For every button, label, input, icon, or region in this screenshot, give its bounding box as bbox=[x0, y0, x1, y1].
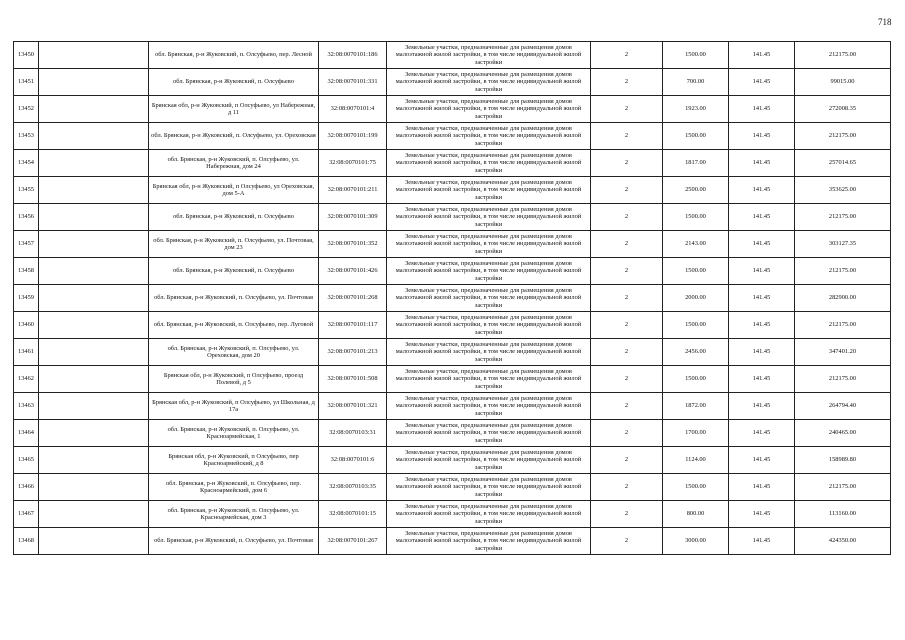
cadastral-value-cell: 264794.40 bbox=[795, 393, 891, 420]
area-cell: 1500.00 bbox=[663, 204, 729, 231]
land-use-cell: Земельные участки, предназначенные для размещения домов малоэтажной жилой застройки, в том числе индивидуальной жилой застройки bbox=[387, 42, 591, 69]
specific-value-cell: 141.45 bbox=[729, 285, 795, 312]
specific-value-cell: 141.45 bbox=[729, 123, 795, 150]
cadastral-number-cell: 32:08:0070101:321 bbox=[319, 393, 387, 420]
category-cell: 2 bbox=[591, 501, 663, 528]
area-cell: 1500.00 bbox=[663, 474, 729, 501]
category-cell: 2 bbox=[591, 474, 663, 501]
blank-cell bbox=[39, 69, 149, 96]
specific-value-cell: 141.45 bbox=[729, 366, 795, 393]
category-cell: 2 bbox=[591, 231, 663, 258]
table-row bbox=[14, 339, 891, 366]
land-use-cell: Земельные участки, предназначенные для размещения домов малоэтажной жилой застройки, в том числе индивидуальной жилой застройки bbox=[387, 204, 591, 231]
area-cell: 2500.00 bbox=[663, 177, 729, 204]
category-cell: 2 bbox=[591, 420, 663, 447]
record-number-cell: 13463 bbox=[14, 393, 39, 420]
land-use-cell: Земельные участки, предназначенные для размещения домов малоэтажной жилой застройки, в том числе индивидуальной жилой застройки bbox=[387, 123, 591, 150]
land-use-cell: Земельные участки, предназначенные для размещения домов малоэтажной жилой застройки, в том числе индивидуальной жилой застройки bbox=[387, 474, 591, 501]
record-number-cell: 13456 bbox=[14, 204, 39, 231]
blank-cell bbox=[39, 366, 149, 393]
record-number-cell: 13454 bbox=[14, 150, 39, 177]
table-body bbox=[14, 42, 891, 555]
record-number-cell: 13451 bbox=[14, 69, 39, 96]
area-cell: 1500.00 bbox=[663, 258, 729, 285]
address-cell: обл. Брянская, р-н Жуковский, п. Олсуфьево, ул. Почтовая, дом 23 bbox=[149, 231, 319, 258]
area-cell: 1700.00 bbox=[663, 420, 729, 447]
category-cell: 2 bbox=[591, 528, 663, 555]
blank-cell bbox=[39, 285, 149, 312]
specific-value-cell: 141.45 bbox=[729, 42, 795, 69]
record-number-cell: 13465 bbox=[14, 447, 39, 474]
cadastral-number-cell: 32:08:0070101:211 bbox=[319, 177, 387, 204]
blank-cell bbox=[39, 528, 149, 555]
record-number-cell: 13464 bbox=[14, 420, 39, 447]
cadastral-value-cell: 212175.00 bbox=[795, 258, 891, 285]
area-cell: 1923.00 bbox=[663, 96, 729, 123]
blank-cell bbox=[39, 123, 149, 150]
specific-value-cell: 141.45 bbox=[729, 96, 795, 123]
specific-value-cell: 141.45 bbox=[729, 231, 795, 258]
category-cell: 2 bbox=[591, 42, 663, 69]
cadastral-number-cell: 32:08:0070101:199 bbox=[319, 123, 387, 150]
blank-cell bbox=[39, 177, 149, 204]
cadastral-number-cell: 32:08:0070101:331 bbox=[319, 69, 387, 96]
record-number-cell: 13461 bbox=[14, 339, 39, 366]
record-number-cell: 13457 bbox=[14, 231, 39, 258]
address-cell: Брянская обл, р-н Жуковский, п Олсуфьево, ул Ореховская, дом 5-А bbox=[149, 177, 319, 204]
category-cell: 2 bbox=[591, 312, 663, 339]
specific-value-cell: 141.45 bbox=[729, 177, 795, 204]
land-use-cell: Земельные участки, предназначенные для размещения домов малоэтажной жилой застройки, в том числе индивидуальной жилой застройки bbox=[387, 528, 591, 555]
blank-cell bbox=[39, 231, 149, 258]
cadastral-value-cell: 347401.20 bbox=[795, 339, 891, 366]
blank-cell bbox=[39, 501, 149, 528]
cadastral-number-cell: 32:08:0070101:352 bbox=[319, 231, 387, 258]
cadastral-number-cell: 32:08:0070101:309 bbox=[319, 204, 387, 231]
cadastral-value-cell: 212175.00 bbox=[795, 204, 891, 231]
area-cell: 700.00 bbox=[663, 69, 729, 96]
table-row bbox=[14, 501, 891, 528]
category-cell: 2 bbox=[591, 150, 663, 177]
table-row bbox=[14, 177, 891, 204]
category-cell: 2 bbox=[591, 258, 663, 285]
specific-value-cell: 141.45 bbox=[729, 339, 795, 366]
category-cell: 2 bbox=[591, 393, 663, 420]
category-cell: 2 bbox=[591, 177, 663, 204]
area-cell: 1500.00 bbox=[663, 42, 729, 69]
category-cell: 2 bbox=[591, 447, 663, 474]
address-cell: обл. Брянская, р-н Жуковский, п. Олсуфьево, ул. Красноармейская, 1 bbox=[149, 420, 319, 447]
cadastral-value-cell: 272008.35 bbox=[795, 96, 891, 123]
address-cell: обл. Брянская, р-н Жуковский, п. Олсуфьево bbox=[149, 258, 319, 285]
land-use-cell: Земельные участки, предназначенные для размещения домов малоэтажной жилой застройки, в том числе индивидуальной жилой застройки bbox=[387, 150, 591, 177]
cadastral-value-cell: 212175.00 bbox=[795, 366, 891, 393]
address-cell: обл. Брянская, р-н Жуковский, п. Олсуфьево, ул. Почтовая bbox=[149, 285, 319, 312]
area-cell: 1872.00 bbox=[663, 393, 729, 420]
address-cell: обл. Брянская, р-н Жуковский, п. Олсуфьево, ул. Ореховская, дом 20 bbox=[149, 339, 319, 366]
blank-cell bbox=[39, 312, 149, 339]
land-use-cell: Земельные участки, предназначенные для размещения домов малоэтажной жилой застройки, в том числе индивидуальной жилой застройки bbox=[387, 393, 591, 420]
land-use-cell: Земельные участки, предназначенные для размещения домов малоэтажной жилой застройки, в том числе индивидуальной жилой застройки bbox=[387, 447, 591, 474]
specific-value-cell: 141.45 bbox=[729, 420, 795, 447]
address-cell: обл. Брянская, р-н Жуковский, п. Олсуфьево bbox=[149, 204, 319, 231]
specific-value-cell: 141.45 bbox=[729, 312, 795, 339]
table-row bbox=[14, 123, 891, 150]
address-cell: обл. Брянская, р-н Жуковский, п. Олсуфьево, ул. Красноармейская, дом 3 bbox=[149, 501, 319, 528]
specific-value-cell: 141.45 bbox=[729, 474, 795, 501]
specific-value-cell: 141.45 bbox=[729, 528, 795, 555]
blank-cell bbox=[39, 258, 149, 285]
area-cell: 1500.00 bbox=[663, 312, 729, 339]
page-number: 718 bbox=[878, 17, 892, 27]
table-row bbox=[14, 366, 891, 393]
table-row bbox=[14, 204, 891, 231]
land-use-cell: Земельные участки, предназначенные для размещения домов малоэтажной жилой застройки, в том числе индивидуальной жилой застройки bbox=[387, 96, 591, 123]
table-row bbox=[14, 258, 891, 285]
blank-cell bbox=[39, 393, 149, 420]
record-number-cell: 13460 bbox=[14, 312, 39, 339]
cadastral-value-cell: 212175.00 bbox=[795, 474, 891, 501]
address-cell: обл. Брянская, р-н Жуковский, п. Олсуфьево, пер. Лесной bbox=[149, 42, 319, 69]
area-cell: 2000.00 bbox=[663, 285, 729, 312]
cadastral-number-cell: 32:08:0070101:426 bbox=[319, 258, 387, 285]
cadastral-number-cell: 32:08:0070101:15 bbox=[319, 501, 387, 528]
category-cell: 2 bbox=[591, 204, 663, 231]
category-cell: 2 bbox=[591, 123, 663, 150]
address-cell: обл. Брянская, р-н Жуковский, п. Олсуфьево bbox=[149, 69, 319, 96]
record-number-cell: 13468 bbox=[14, 528, 39, 555]
record-number-cell: 13453 bbox=[14, 123, 39, 150]
category-cell: 2 bbox=[591, 366, 663, 393]
cadastral-number-cell: 32:08:0070101:75 bbox=[319, 150, 387, 177]
specific-value-cell: 141.45 bbox=[729, 204, 795, 231]
cadastral-value-table bbox=[13, 41, 891, 555]
record-number-cell: 13450 bbox=[14, 42, 39, 69]
table-row bbox=[14, 285, 891, 312]
cadastral-number-cell: 32:08:0070101:6 bbox=[319, 447, 387, 474]
table-row bbox=[14, 69, 891, 96]
table-row bbox=[14, 393, 891, 420]
land-use-cell: Земельные участки, предназначенные для размещения домов малоэтажной жилой застройки, в том числе индивидуальной жилой застройки bbox=[387, 177, 591, 204]
table-row bbox=[14, 42, 891, 69]
category-cell: 2 bbox=[591, 69, 663, 96]
category-cell: 2 bbox=[591, 96, 663, 123]
land-use-cell: Земельные участки, предназначенные для размещения домов малоэтажной жилой застройки, в том числе индивидуальной жилой застройки bbox=[387, 366, 591, 393]
address-cell: обл. Брянская, р-н Жуковский, п. Олсуфьево, ул. Набережная, дом 24 bbox=[149, 150, 319, 177]
specific-value-cell: 141.45 bbox=[729, 258, 795, 285]
record-number-cell: 13466 bbox=[14, 474, 39, 501]
specific-value-cell: 141.45 bbox=[729, 393, 795, 420]
cadastral-value-cell: 212175.00 bbox=[795, 123, 891, 150]
land-use-cell: Земельные участки, предназначенные для размещения домов малоэтажной жилой застройки, в том числе индивидуальной жилой застройки bbox=[387, 339, 591, 366]
land-use-cell: Земельные участки, предназначенные для размещения домов малоэтажной жилой застройки, в том числе индивидуальной жилой застройки bbox=[387, 69, 591, 96]
cadastral-value-cell: 424350.00 bbox=[795, 528, 891, 555]
table-row bbox=[14, 420, 891, 447]
area-cell: 1500.00 bbox=[663, 366, 729, 393]
land-use-cell: Земельные участки, предназначенные для размещения домов малоэтажной жилой застройки, в том числе индивидуальной жилой застройки bbox=[387, 501, 591, 528]
cadastral-value-cell: 257014.65 bbox=[795, 150, 891, 177]
area-cell: 800.00 bbox=[663, 501, 729, 528]
record-number-cell: 13458 bbox=[14, 258, 39, 285]
record-number-cell: 13462 bbox=[14, 366, 39, 393]
table-row bbox=[14, 312, 891, 339]
specific-value-cell: 141.45 bbox=[729, 447, 795, 474]
cadastral-value-cell: 212175.00 bbox=[795, 42, 891, 69]
blank-cell bbox=[39, 420, 149, 447]
table-row bbox=[14, 231, 891, 258]
address-cell: обл. Брянская, р-н Жуковский, п. Олсуфьево, пер. Луговой bbox=[149, 312, 319, 339]
category-cell: 2 bbox=[591, 285, 663, 312]
land-use-cell: Земельные участки, предназначенные для размещения домов малоэтажной жилой застройки, в том числе индивидуальной жилой застройки bbox=[387, 285, 591, 312]
cadastral-value-cell: 99015.00 bbox=[795, 69, 891, 96]
table-row bbox=[14, 96, 891, 123]
category-cell: 2 bbox=[591, 339, 663, 366]
address-cell: обл. Брянская, р-н Жуковский, п. Олсуфьево, пер. Красноармейский, дом 6 bbox=[149, 474, 319, 501]
cadastral-number-cell: 32:08:0070101:117 bbox=[319, 312, 387, 339]
specific-value-cell: 141.45 bbox=[729, 501, 795, 528]
specific-value-cell: 141.45 bbox=[729, 150, 795, 177]
cadastral-number-cell: 32:08:0070101:186 bbox=[319, 42, 387, 69]
record-number-cell: 13467 bbox=[14, 501, 39, 528]
blank-cell bbox=[39, 96, 149, 123]
blank-cell bbox=[39, 204, 149, 231]
address-cell: обл. Брянская, р-н Жуковский, п. Олсуфьево, ул. Ореховская bbox=[149, 123, 319, 150]
cadastral-value-cell: 212175.00 bbox=[795, 312, 891, 339]
table-row bbox=[14, 474, 891, 501]
address-cell: Брянская обл, р-н Жуковский, п Олсуфьево, проезд Полевой, д 5 bbox=[149, 366, 319, 393]
specific-value-cell: 141.45 bbox=[729, 69, 795, 96]
cadastral-value-cell: 158989.80 bbox=[795, 447, 891, 474]
record-number-cell: 13455 bbox=[14, 177, 39, 204]
cadastral-number-cell: 32:08:0070101:267 bbox=[319, 528, 387, 555]
area-cell: 2143.00 bbox=[663, 231, 729, 258]
cadastral-value-cell: 282900.00 bbox=[795, 285, 891, 312]
blank-cell bbox=[39, 474, 149, 501]
cadastral-number-cell: 32:08:0070101:4 bbox=[319, 96, 387, 123]
address-cell: Брянская обл, р-н Жуковский, п Олсуфьево, пер Красноармейский, д 8 bbox=[149, 447, 319, 474]
address-cell: Брянская обл, р-н Жуковский, п Олсуфьево, ул Школьная, д 17а bbox=[149, 393, 319, 420]
area-cell: 3000.00 bbox=[663, 528, 729, 555]
table-row bbox=[14, 447, 891, 474]
area-cell: 1500.00 bbox=[663, 123, 729, 150]
record-number-cell: 13459 bbox=[14, 285, 39, 312]
cadastral-number-cell: 32:08:0070103:35 bbox=[319, 474, 387, 501]
cadastral-number-cell: 32:08:0070101:508 bbox=[319, 366, 387, 393]
area-cell: 1817.00 bbox=[663, 150, 729, 177]
cadastral-value-cell: 303127.35 bbox=[795, 231, 891, 258]
address-cell: Брянская обл, р-н Жуковский, п Олсуфьево, ул Набережная, д 11 bbox=[149, 96, 319, 123]
table-row bbox=[14, 528, 891, 555]
address-cell: обл. Брянская, р-н Жуковский, п. Олсуфьево, ул. Почтовая bbox=[149, 528, 319, 555]
area-cell: 2456.00 bbox=[663, 339, 729, 366]
cadastral-value-cell: 353625.00 bbox=[795, 177, 891, 204]
area-cell: 1124.00 bbox=[663, 447, 729, 474]
blank-cell bbox=[39, 447, 149, 474]
record-number-cell: 13452 bbox=[14, 96, 39, 123]
land-use-cell: Земельные участки, предназначенные для размещения домов малоэтажной жилой застройки, в том числе индивидуальной жилой застройки bbox=[387, 312, 591, 339]
table-row bbox=[14, 150, 891, 177]
land-use-cell: Земельные участки, предназначенные для размещения домов малоэтажной жилой застройки, в том числе индивидуальной жилой застройки bbox=[387, 420, 591, 447]
cadastral-value-cell: 240465.00 bbox=[795, 420, 891, 447]
blank-cell bbox=[39, 42, 149, 69]
land-use-cell: Земельные участки, предназначенные для размещения домов малоэтажной жилой застройки, в том числе индивидуальной жилой застройки bbox=[387, 231, 591, 258]
blank-cell bbox=[39, 339, 149, 366]
cadastral-value-cell: 113160.00 bbox=[795, 501, 891, 528]
cadastral-number-cell: 32:08:0070103:31 bbox=[319, 420, 387, 447]
cadastral-number-cell: 32:08:0070101:213 bbox=[319, 339, 387, 366]
cadastral-number-cell: 32:08:0070101:268 bbox=[319, 285, 387, 312]
land-use-cell: Земельные участки, предназначенные для размещения домов малоэтажной жилой застройки, в том числе индивидуальной жилой застройки bbox=[387, 258, 591, 285]
blank-cell bbox=[39, 150, 149, 177]
